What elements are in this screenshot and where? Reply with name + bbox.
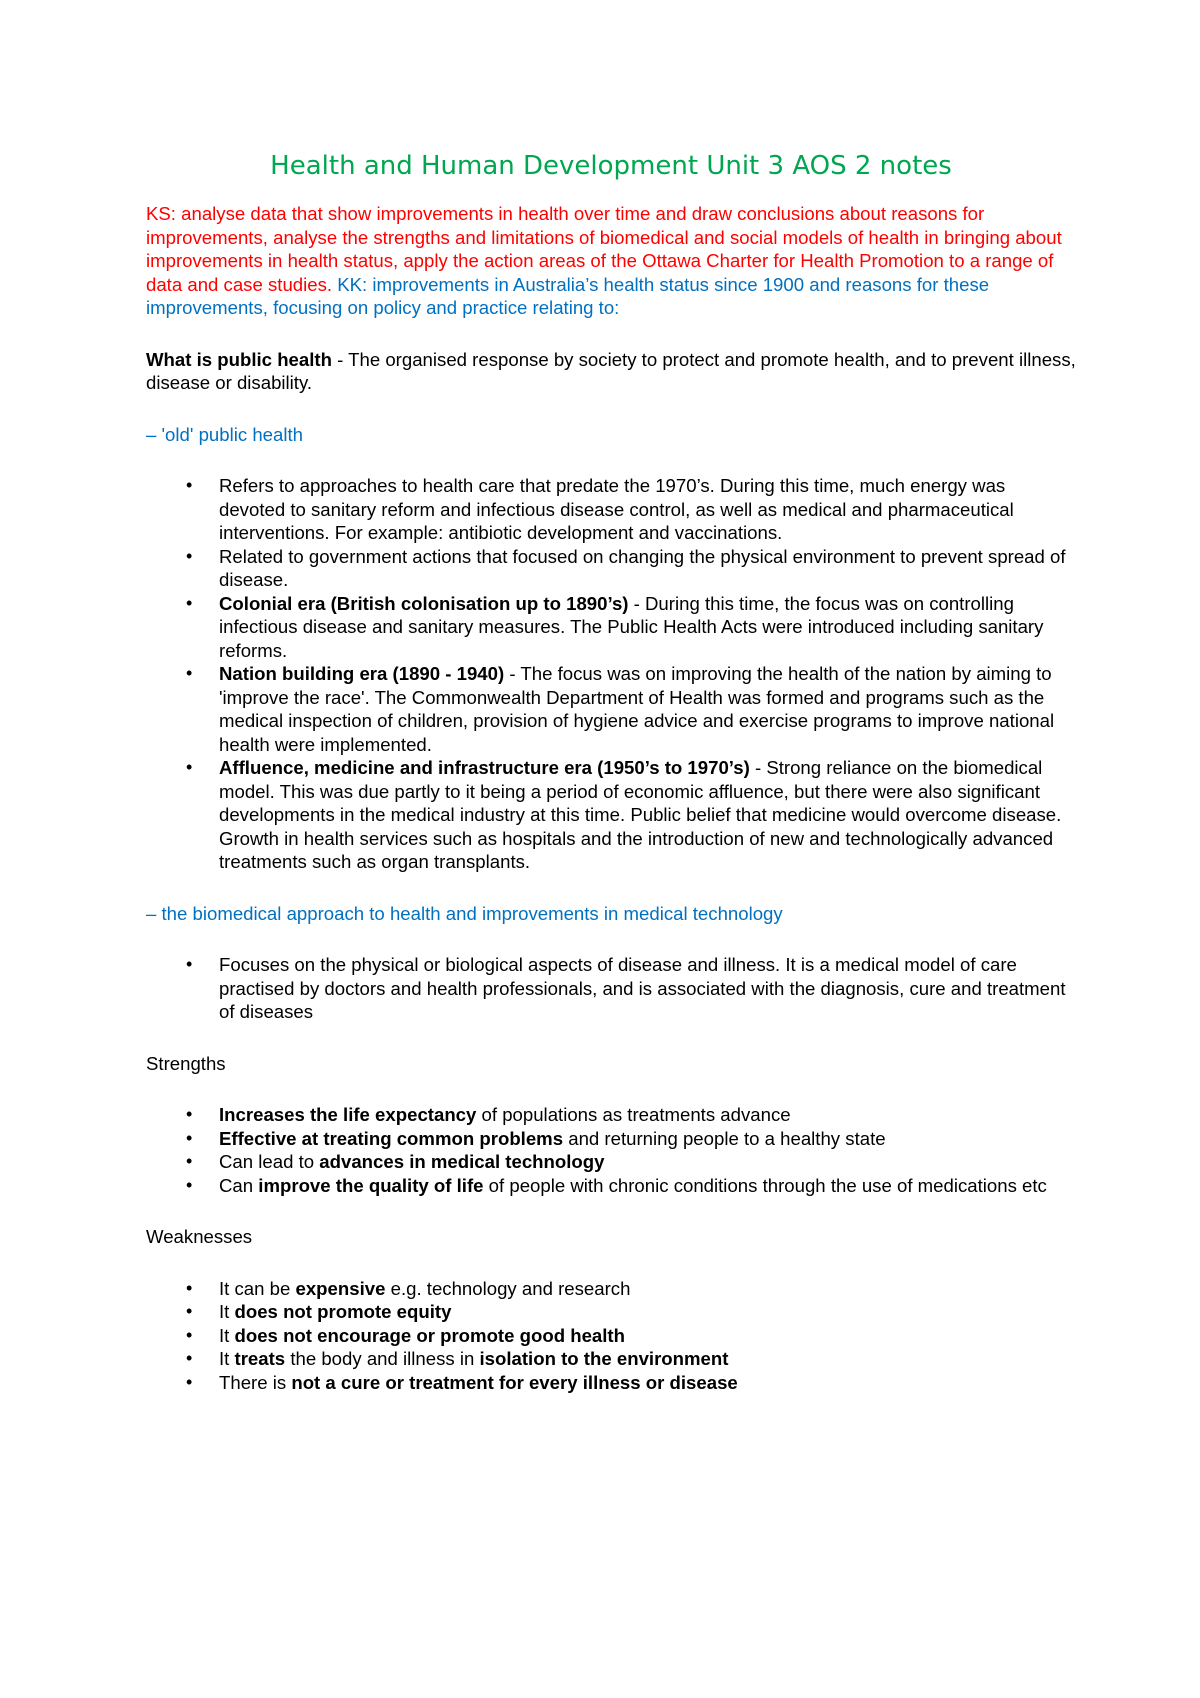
page-title: Health and Human Development Unit 3 AOS 2 notes — [270, 151, 952, 181]
bullet-icon: • — [186, 757, 193, 777]
list-item: • Nation building era (1890 - 1940) - The focus was on improving the health of the nation by aiming to 'improve the race'. The Commonwealth Department of Health was formed and programs such as the medical inspection of children, provision of hygiene advice and exercise programs to improve national health were implemented. — [186, 663, 1055, 755]
list-item: • Colonial era (British colonisation up to 1890’s) - During this time, the focus was on controlling infectious disease and sanitary measures. The Public Health Acts were introduced including sanitary reforms. — [186, 592, 1044, 661]
bullet-icon: • — [186, 1151, 193, 1171]
public-health-definition-text: - The organised response by society to protect and promote health, and to prevent illness, disease or disability. — [146, 348, 1076, 393]
bullet-icon: • — [186, 545, 193, 566]
list-item: • Can lead to advances in medical technology — [186, 1151, 605, 1172]
strengths-list — [146, 1103, 1076, 1197]
strengths-heading: Strengths — [146, 1052, 226, 1074]
list-item: • It does not encourage or promote good health — [186, 1324, 625, 1346]
list-item: • There is not a cure or treatment for every illness or disease — [186, 1371, 738, 1393]
list-item: • Increases the life expectancy of populations as treatments advance — [186, 1104, 791, 1125]
list-item: • Effective at treating common problems and returning people to a healthy state — [186, 1127, 886, 1149]
list-item: • Affluence, medicine and infrastructure era (1950’s to 1970’s) - Strong reliance on the biomedical model. This was due partly to it being a period of economic affluence, but there were also significant developments in the medical industry at this time. Public belief that medicine would overcome disease. Growth in health services such as hospitals and the introduction of new and technologically advanced treatments such as organ transplants. — [186, 757, 1062, 872]
list-item: • Refers to approaches to health care that predate the 1970’s. During this time, much energy was devoted to sanitary reform and infectious disease control, as well as medical and pharmaceutical interventions. For example: antibiotic development and vaccinations. — [186, 475, 1014, 543]
document-content — [146, 148, 1076, 1422]
bullet-icon: • — [186, 663, 193, 683]
bullet-icon: • — [186, 1277, 193, 1298]
bullet-icon: • — [186, 1324, 193, 1345]
key-skills-paragraph — [146, 202, 1076, 320]
list-item: • Related to government actions that focused on changing the physical environment to prevent spread of disease. — [186, 545, 1066, 590]
biomedical-heading: – the biomedical approach to health and improvements in medical technology — [146, 902, 783, 924]
public-health-term: What is public health — [146, 348, 332, 370]
biomedical-list — [146, 953, 1076, 1024]
old-public-health-list — [146, 474, 1076, 874]
list-item: • It treats the body and illness in isolation to the environment — [186, 1348, 729, 1369]
bullet-icon: • — [186, 1348, 193, 1368]
bullet-icon: • — [186, 1371, 193, 1392]
list-item: • It does not promote equity — [186, 1301, 452, 1322]
bullet-icon: • — [186, 954, 193, 974]
bullet-icon: • — [186, 592, 193, 613]
old-public-health-heading: – 'old' public health — [146, 423, 303, 445]
weaknesses-list — [146, 1277, 1076, 1395]
bullet-icon: • — [186, 475, 193, 495]
public-health-definition — [146, 348, 1076, 395]
list-item: • Focuses on the physical or biological aspects of disease and illness. It is a medical model of care practised by doctors and health professionals, and is associated with the diagnosis, cure and treatment of diseases — [186, 954, 1066, 1022]
key-skills-text: KS: analyse data that show improvements in health over time and draw conclusions about reasons for improvements, analyse the strengths and limitations of biomedical and social models of health in bringing about improvements in health status, apply the action areas of the Ottawa Charter for Health Promotion to a range of data and case studies. — [146, 203, 1062, 295]
weaknesses-heading: Weaknesses — [146, 1226, 253, 1247]
list-item: • It can be expensive e.g. technology and research — [186, 1277, 631, 1299]
list-item: • Can improve the quality of life of people with chronic conditions through the use of medications etc — [186, 1174, 1047, 1196]
bullet-icon: • — [186, 1174, 193, 1195]
key-knowledge-text: KK: improvements in Australia’s health status since 1900 and reasons for these improvements, focusing on policy and practice relating to: — [146, 273, 990, 318]
bullet-icon: • — [186, 1127, 193, 1148]
bullet-icon: • — [186, 1301, 193, 1321]
bullet-icon: • — [186, 1104, 193, 1124]
